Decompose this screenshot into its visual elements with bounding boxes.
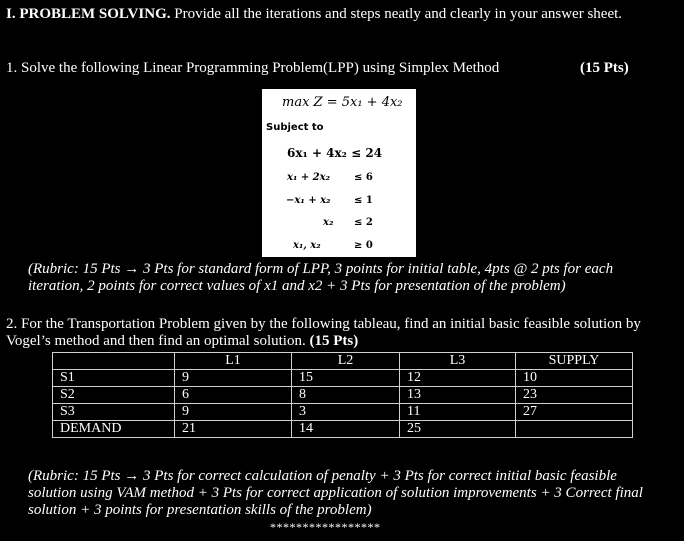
- question-1: [6, 60, 646, 77]
- table-cell: 14: [292, 421, 400, 438]
- table-cell: [516, 421, 633, 438]
- question-2-points: (15 Pts): [309, 333, 359, 349]
- constraint-5-rhs: ≥ 0: [354, 240, 373, 251]
- question-2-rubric: (Rubric: 15 Pts → 3 Pts for correct calculation of penalty + 3 Pts for correct initial basic feasible solution using VAM method + 3 Pts for correct application of solution improvements + 3 Correct final solution + 3 points for presentation skills of the problem): [28, 468, 643, 518]
- table-cell: 6: [175, 387, 292, 404]
- table-cell: 21: [175, 421, 292, 438]
- lpp-formulation-image: [262, 89, 416, 257]
- constraint-1: 6x₁ + 4x₂ ≤ 24: [287, 146, 383, 160]
- table-cell: 9: [175, 370, 292, 387]
- constraint-3-lhs: −x₁ + x₂: [286, 195, 331, 206]
- table-cell: 13: [400, 387, 516, 404]
- table-row: [53, 387, 633, 404]
- objective-function: max Z = 5x₁ + 4x₂: [282, 95, 403, 110]
- subject-to-label: Subject to: [266, 122, 324, 133]
- table-header-corner: [53, 353, 175, 370]
- table-cell: 10: [516, 370, 633, 387]
- table-header-row: [53, 353, 633, 370]
- table-cell: DEMAND: [53, 421, 175, 438]
- table-cell: S3: [53, 404, 175, 421]
- table-header-l3: L3: [400, 353, 516, 370]
- question-2-text: For the Transportation Problem given by the following tableau, find an initial basic feasible solution by Vogel’s method and then find an optimal solution.: [6, 316, 641, 349]
- table-cell: S1: [53, 370, 175, 387]
- table-row: [53, 370, 633, 387]
- table-cell: 8: [292, 387, 400, 404]
- table-row: [53, 421, 633, 438]
- constraint-3-rhs: ≤ 1: [354, 195, 373, 206]
- table-cell: 3: [292, 404, 400, 421]
- table-cell: 12: [400, 370, 516, 387]
- separator-stars: *****************: [270, 520, 381, 534]
- constraint-2-rhs: ≤ 6: [354, 172, 373, 183]
- question-1-number: 1.: [6, 60, 18, 76]
- question-1-text: Solve the following Linear Programming Problem(LPP) using Simplex Method: [21, 60, 500, 76]
- table-header-l2: L2: [292, 353, 400, 370]
- constraint-4-rhs: ≤ 2: [354, 217, 373, 228]
- table-cell: 9: [175, 404, 292, 421]
- constraint-2-lhs: x₁ + 2x₂: [287, 172, 330, 183]
- table-cell: 15: [292, 370, 400, 387]
- constraint-4-lhs: x₂: [323, 217, 334, 228]
- table-header-supply: SUPPLY: [516, 353, 633, 370]
- question-1-points: (15 Pts): [580, 60, 629, 76]
- table-header-l1: L1: [175, 353, 292, 370]
- question-2: [6, 316, 656, 350]
- question-2-number: 2.: [6, 316, 18, 332]
- question-1-rubric: (Rubric: 15 Pts → 3 Pts for standard form of LPP, 3 points for initial table, 4pts @ 2 pts for each iteration, 2 points for correct values of x1 and x2 + 3 Pts for presentation of the problem): [28, 261, 614, 294]
- table-cell: 27: [516, 404, 633, 421]
- table-cell: 11: [400, 404, 516, 421]
- table-row: [53, 404, 633, 421]
- section-heading: [6, 6, 666, 23]
- section-title: I. PROBLEM SOLVING.: [6, 6, 171, 22]
- transportation-table: [52, 352, 633, 438]
- table-cell: 23: [516, 387, 633, 404]
- table-cell: 25: [400, 421, 516, 438]
- section-instructions: Provide all the iterations and steps neatly and clearly in your answer sheet.: [174, 6, 623, 22]
- table-cell: S2: [53, 387, 175, 404]
- constraint-5-lhs: x₁, x₂: [293, 240, 321, 251]
